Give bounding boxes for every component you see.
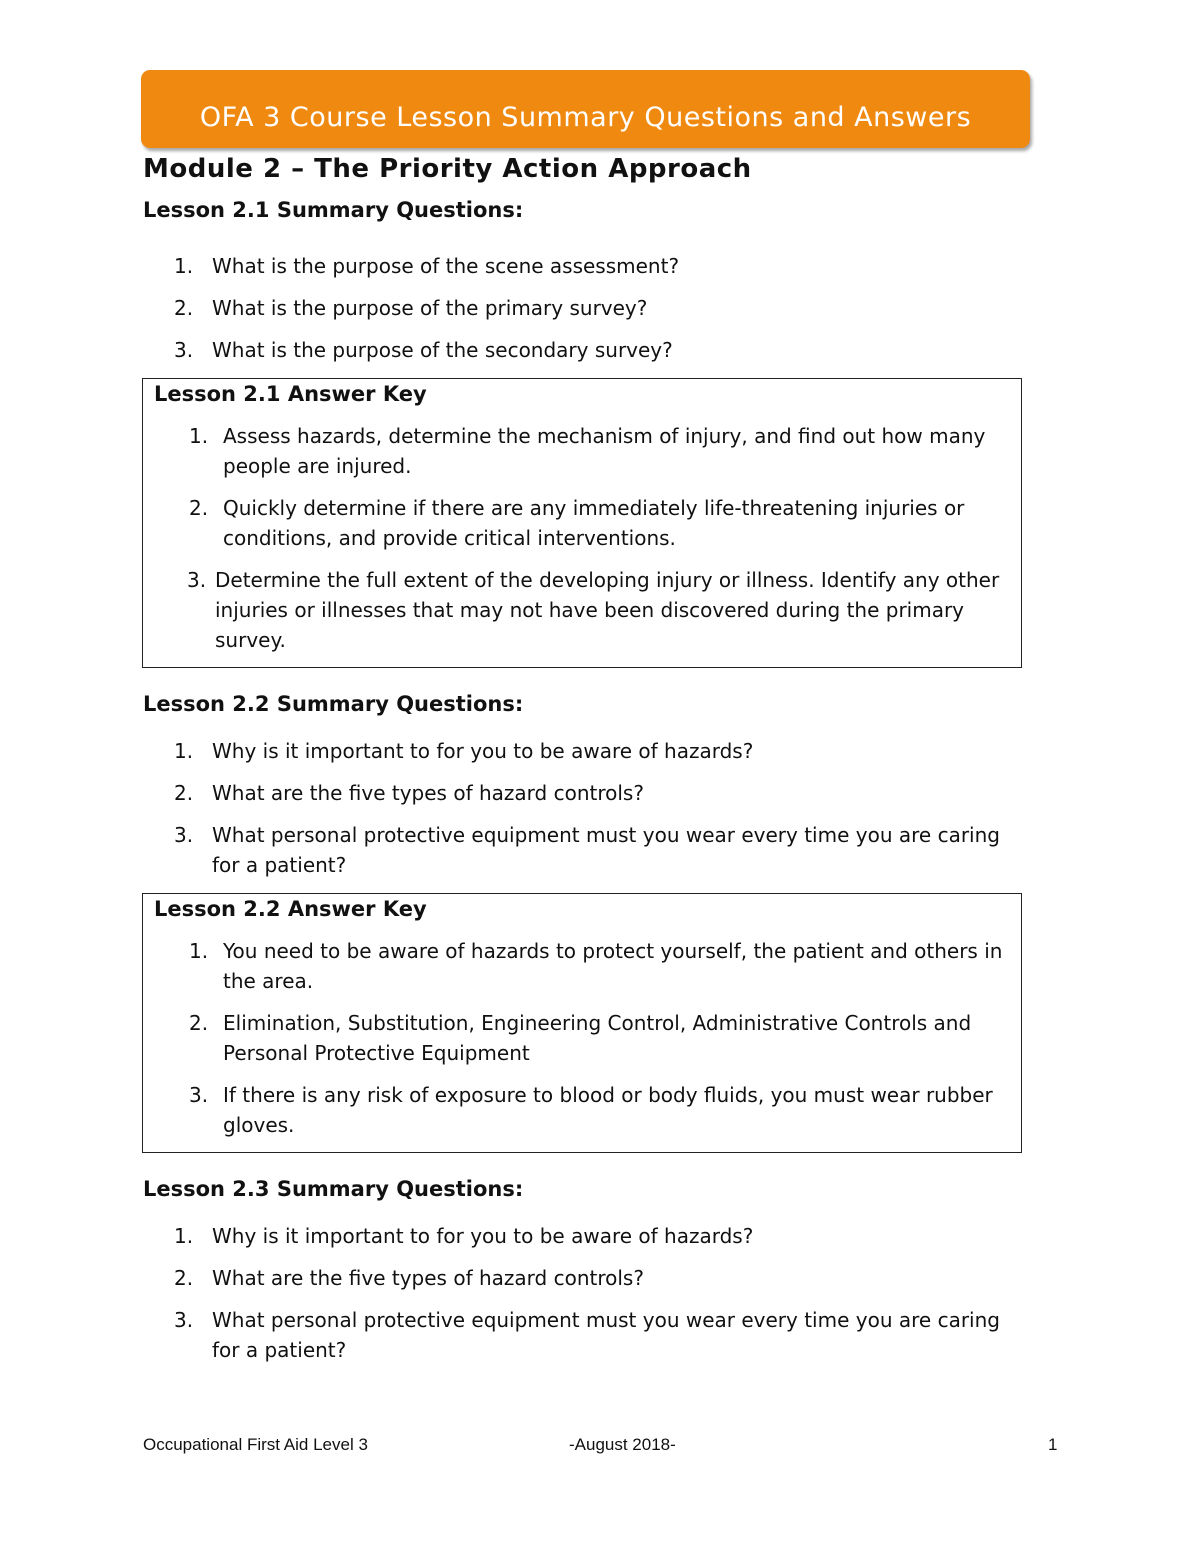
lesson-2-2-questions-list xyxy=(174,736,1004,892)
list-item: 3. If there is any risk of exposure to blood or body fluids, you must wear rubber gloves. xyxy=(189,1083,993,1137)
list-item: 3. What personal protective equipment must you wear every time you are caring for a patient? xyxy=(174,823,1000,877)
list-item: 3. Determine the full extent of the developing injury or illness. Identify any other injuries or illnesses that may not have been discovered during the primary survey. xyxy=(187,568,1000,652)
list-item: 1. Why is it important to for you to be aware of hazards? xyxy=(174,1224,754,1248)
list-item: 1. What is the purpose of the scene assessment? xyxy=(174,254,680,278)
answer-key-heading: Lesson 2.2 Answer Key xyxy=(154,897,427,921)
list-item: 2. Quickly determine if there are any immediately life-threatening injuries or conditions, and provide critical interventions. xyxy=(189,496,965,550)
module-title: Module 2 – The Priority Action Approach xyxy=(143,154,752,184)
list-item: 1. Assess hazards, determine the mechanism of injury, and find out how many people are injured. xyxy=(189,424,986,478)
footer-course-name: Occupational First Aid Level 3 xyxy=(143,1435,368,1454)
answer-list xyxy=(189,421,1009,667)
lesson-2-3-questions-heading: Lesson 2.3 Summary Questions: xyxy=(143,1177,524,1201)
list-item: 1. You need to be aware of hazards to protect yourself, the patient and others in the area. xyxy=(189,939,1003,993)
lesson-2-3-questions-list xyxy=(174,1221,1004,1377)
answer-key-heading: Lesson 2.1 Answer Key xyxy=(154,382,427,406)
footer-page-number: 1 xyxy=(1048,1435,1058,1454)
list-item: 3. What personal protective equipment must you wear every time you are caring for a patient? xyxy=(174,1308,1000,1362)
document-banner xyxy=(141,70,1030,148)
lesson-2-1-answer-key-box xyxy=(142,378,1022,668)
list-item: 3. What is the purpose of the secondary survey? xyxy=(174,338,673,362)
lesson-2-1-questions-list xyxy=(174,251,1004,377)
banner-title: OFA 3 Course Lesson Summary Questions and Answers xyxy=(199,101,972,133)
list-item: 2. What is the purpose of the primary survey? xyxy=(174,296,648,320)
answer-list xyxy=(189,936,1009,1152)
list-item: 2. Elimination, Substitution, Engineering Control, Administrative Controls and Personal Protective Equipment xyxy=(189,1011,972,1065)
list-item: 2. What are the five types of hazard controls? xyxy=(174,781,644,805)
list-item: 1. Why is it important to for you to be aware of hazards? xyxy=(174,739,754,763)
lesson-2-2-questions-heading: Lesson 2.2 Summary Questions: xyxy=(143,692,524,716)
list-item: 2. What are the five types of hazard controls? xyxy=(174,1266,644,1290)
lesson-2-1-questions-heading: Lesson 2.1 Summary Questions: xyxy=(143,198,524,222)
footer-date: -August 2018- xyxy=(569,1435,676,1454)
lesson-2-2-answer-key-box xyxy=(142,893,1022,1153)
